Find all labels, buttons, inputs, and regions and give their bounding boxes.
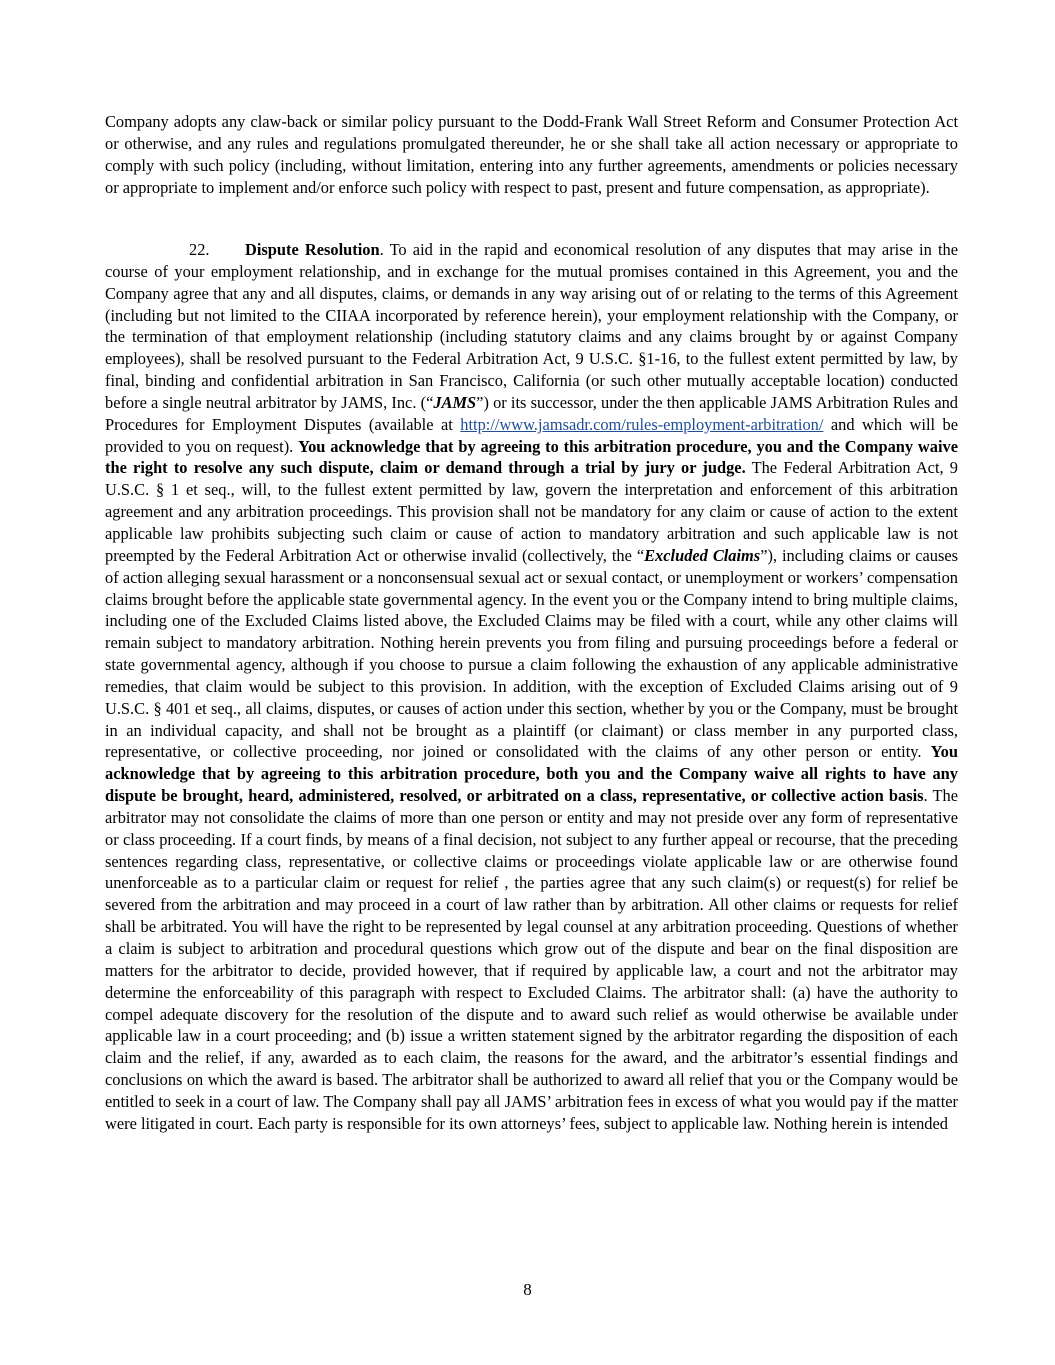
section-22-dispute-resolution [105, 239, 958, 1135]
section-heading: Dispute Resolution [245, 240, 380, 259]
section-text-1: . To aid in the rapid and economical resolution of any disputes that may arise in the course of your employment relationship, and in exchange for the mutual promises contained in this Agreement, you and the Company agree that any and all disputes, claims, or demands in any way arising out of or relating to the terms of this Agreement (including but not limited to the CIIAA incorporated by reference herein), your employment relationship with the Company, or the termination of that employment relationship (including statutory claims and any claims brought by or against Company employees), shall be resolved pursuant to the Federal Arbitration Act, 9 U.S.C. §1-16, to the fullest extent permitted by law, by final, binding and confidential arbitration in San Francisco, California (or such other mutually acceptable location) conducted before a single neutral arbitrator by JAMS, Inc. (“ [105, 240, 958, 412]
section-text-4: The Federal Arbitration Act, 9 U.S.C. § 1 et seq., will, to the fullest extent permitted by law, govern the interpretation and enforcement of this arbitration agreement and any arbitration proceedings. This provision shall not be mandatory for any claim or cause of action to the extent applicable law prohibits subjecting such claim or cause of action to mandatory arbitration and such applicable law is not preempted by the Federal Arbitration Act or otherwise invalid (collectively, the “ [105, 458, 958, 565]
paragraph-clawback: Company adopts any claw-back or similar policy pursuant to the Dodd-Frank Wall Street Reform and Consumer Protection Act or otherwise, and any rules and regulations promulgated thereunder, he or she shall take all action necessary or appropriate to comply with such policy (including, without limitation, entering into any further agreements, amendments or policies necessary or appropriate to implement and/or enforce such policy with respect to past, present and future compensation, as appropriate). [105, 112, 958, 197]
defined-term-excluded-claims: Excluded Claims [644, 545, 761, 565]
jams-rules-link[interactable]: http://www.jamsadr.com/rules-employment-arbitration/ [460, 414, 824, 434]
section-text-6: . The arbitrator may not consolidate the claims of more than one person or entity and may not preside over any form of representative or class proceeding. If a court finds, by means of a final decision, not subject to any further appeal or recourse, that the preceding sentences regarding class, representative, or collective claims or proceedings violate applicable law or are otherwise found unenforceable as to a particular claim or request for relief , the parties agree that any such claim(s) or request(s) for relief be severed from the arbitration and may proceed in a court of law rather than by arbitration. All other claims or requests for relief shall be arbitrated. You will have the right to be represented by legal counsel at any arbitration proceeding. Questions of whether a claim is subject to arbitration and procedural questions which grow out of the dispute and bear on the final disposition are matters for the arbitrator to decide, provided however, that if required by applicable law, a court and not the arbitrator may determine the enforceability of this paragraph with respect to Excluded Claims. The arbitrator shall: (a) have the authority to compel adequate discovery for the resolution of the dispute and to award such relief as would otherwise be available under applicable law in a court proceeding; and (b) issue a written statement signed by the arbitrator regarding the disposition of each claim and the relief, if any, awarded as to each claim, the reasons for the award, and the arbitrator’s essential findings and conclusions on which the award is based. The arbitrator shall be authorized to award all relief that you or the Company would be entitled to seek in a court of law. The Company shall pay all JAMS’ arbitration fees in excess of what you would pay if the matter were litigated in court. Each party is responsible for its own attorneys’ fees, subject to applicable law. Nothing herein is intended [105, 786, 958, 1133]
section-number: 22. [189, 240, 210, 259]
section-text-3: and which will be provided to you on request). [105, 414, 958, 456]
page-number: 8 [523, 1280, 532, 1299]
section-text-5: ”), including claims or causes of action alleging sexual harassment or a nonconsensual sexual act or sexual contact, or unemployment or workers’ compensation claims brought before the applicable state governmental agency. In the event you or the Company intend to bring multiple claims, including one of the Excluded Claims listed above, the Excluded Claims may be filed with a court, while any other claims will remain subject to mandatory arbitration. Nothing herein prevents you from filing and pursuing proceedings before a federal or state governmental agency, although if you choose to pursue a claim following the exhaustion of any applicable administrative remedies, that claim would be subject to this provision. In addition, with the exception of Excluded Claims arising out of 9 U.S.C. § 401 et seq., all claims, disputes, or causes of action under this section, whether by you or the Company, must be brought in an individual capacity, and shall not be brought as a plaintiff (or claimant) or class member in any purported class, representative, or collective proceeding, nor joined or consolidated with the claims of any other person or entity. [105, 545, 958, 762]
jury-waiver-acknowledgment: You acknowledge that by agreeing to this arbitration procedure, you and the Company waive the right to resolve any such dispute, claim or demand through a trial by jury or judge. [105, 436, 958, 478]
class-action-waiver-acknowledgment: You acknowledge that by agreeing to this arbitration procedure, both you and the Company waive all rights to have any dispute be brought, heard, administered, resolved, or arbitrated on a class, representative, or collective action basis [105, 742, 958, 806]
defined-term-jams: JAMS [433, 392, 477, 412]
section-text-2: ”) or its successor, under the then applicable JAMS Arbitration Rules and Procedures for Employment Disputes (available at [105, 392, 958, 434]
